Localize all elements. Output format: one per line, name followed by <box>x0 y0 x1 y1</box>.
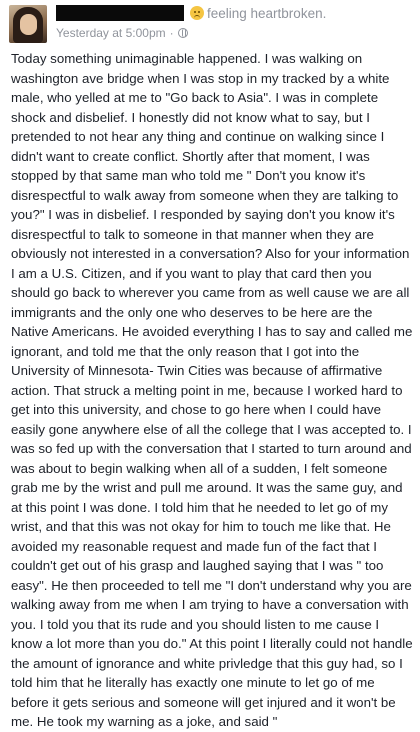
redacted-author-name <box>56 5 184 21</box>
heartbroken-face-icon <box>190 6 204 20</box>
post-header <box>0 0 420 46</box>
globe-icon[interactable] <box>178 28 188 38</box>
post-body-text: Today something unimaginable happened. I was walking on washington ave bridge when I was stop in my tracked by a white male, who yelled at me to "Go back to Asia". I was in complete shock and disbelief. I honestly did not know what to say, but I pretended to not hear any thing and continue on walking since I didn't want to create conflict. Shortly after that moment, I was stopped by that same man who told me " Don't you know it's disrespectful to walk away from someone when they are talking to you?" I was in disbelief. I responded by saying don't you know it's disrespectful to talk to someone in that manner when they are obviously not interested in a conversation? Also for your information I am a U.S. Citizen, and if you want to play that card then you should go back to wherever you came from as well cause we are all immigrants and the only one who deserves to be here are the Native Americans. He avoided everything I has to say and called me ignorant, and told me that the only reason that I got into the University of Minnesota- Twin Cities was because of affirmative action. That struck a melting point in me, because I worked hard to get into this university, and chose to go here when I could have easily gone anywhere else of all the college that I was accepted to. I was so fed up with the conversation that I started to turn around and was about to begin walking when all of a sudden, I felt someone grab me by the wrist and pull me around. It was the same guy, and at this point I was done. I told him that he needed to let go of my wrist, and that this was not okay for him to touch me like that. He avoided my reasonable request and made fun of the fact that I couldn't get out of his grasp and laughed saying that I was " too easy". He then proceeded to tell me "I don't understand why you are walking away from me when I am trying to have a conversation with you. I told you that its rude and you should listen to me cause I know a lot more than you do." At this point I literally could not handle the amount of ignorance and white privledge that this guy had, so I told him that he literally has exactly one minute to let go of me before it gets serious and someone will get injured and it won't be me. He took my warning as a joke, and said " <box>11 51 413 729</box>
feeling-activity <box>190 4 326 22</box>
feeling-label: feeling heartbroken. <box>207 5 327 21</box>
post-timestamp[interactable]: Yesterday at 5:00pm <box>56 26 166 40</box>
profile-avatar[interactable] <box>9 5 47 43</box>
post-meta <box>56 25 188 41</box>
meta-separator: · <box>169 26 174 40</box>
